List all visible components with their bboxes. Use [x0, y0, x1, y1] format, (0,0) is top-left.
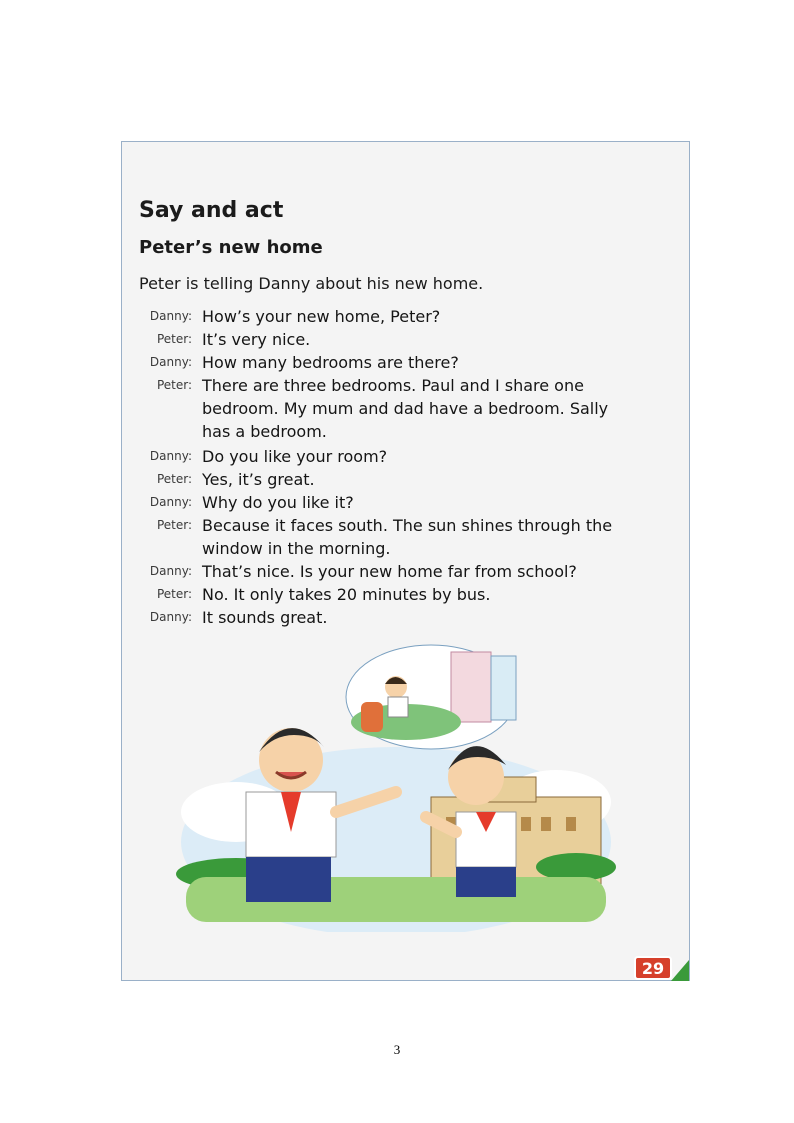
speech-text: Do you like your room? — [202, 447, 388, 466]
speaker-label: Danny: — [149, 355, 192, 369]
speaker-label: Peter: — [156, 332, 192, 346]
speech-text: Because it faces south. The sun shines through the window in the morning. — [202, 516, 613, 558]
speech-text: Why do you like it? — [202, 493, 354, 512]
speech-text: No. It only takes 20 minutes by bus. — [202, 585, 491, 604]
page-number: 3 — [393, 1042, 401, 1057]
speech-text: That’s nice. Is your new home far from school? — [202, 562, 577, 581]
speech-text: How many bedrooms are there? — [202, 353, 459, 372]
speaker-label: Danny: — [149, 449, 192, 463]
speech-text: Yes, it’s great. — [202, 470, 315, 489]
speaker-label: Danny: — [149, 309, 192, 323]
story-title: Peter’s new home — [139, 237, 323, 258]
speaker-label: Peter: — [156, 587, 192, 601]
speech-text: It sounds great. — [202, 608, 328, 627]
speech-text: How’s your new home, Peter? — [202, 307, 441, 326]
section-title: Say and act — [139, 198, 284, 223]
badge-number: 29 — [641, 959, 665, 978]
speaker-label: Danny: — [149, 564, 192, 578]
speaker-label: Peter: — [156, 518, 192, 532]
textbook-page — [121, 141, 690, 981]
speaker-label: Peter: — [156, 472, 192, 486]
speaker-label: Peter: — [156, 378, 192, 392]
speech-text: It’s very nice. — [202, 330, 311, 349]
speech-text: There are three bedrooms. Paul and I share one bedroom. My mum and dad have a bedroom. Sally has a bedroom. — [202, 376, 609, 441]
speaker-label: Danny: — [149, 610, 192, 624]
intro-text: Peter is telling Danny about his new home. — [139, 274, 484, 293]
speaker-label: Danny: — [149, 495, 192, 509]
boys-talking-illustration — [176, 642, 616, 932]
page-number-badge — [633, 954, 689, 981]
